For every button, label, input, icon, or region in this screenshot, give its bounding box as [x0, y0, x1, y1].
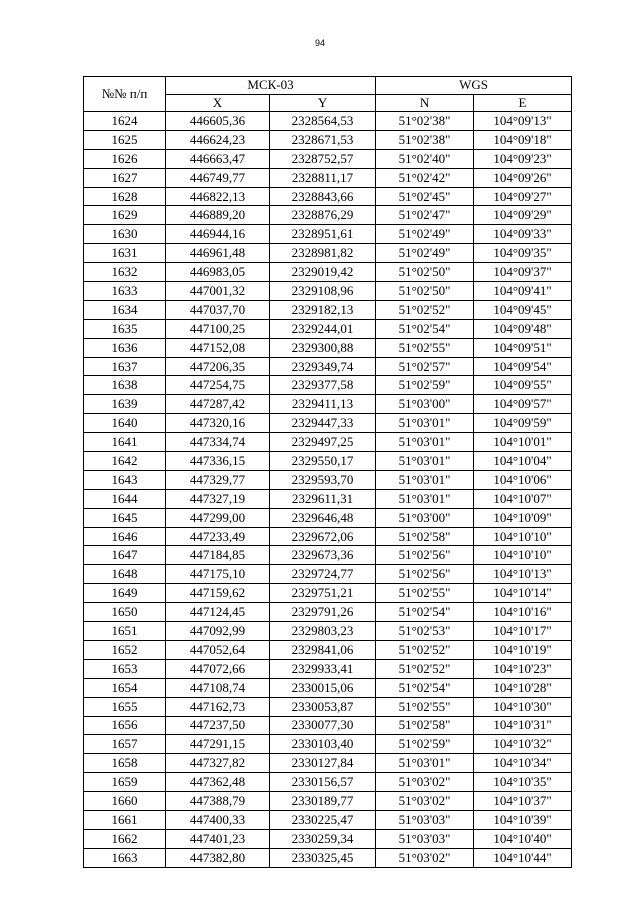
table-row	[84, 716, 572, 735]
cell-e: 104°10'31"	[474, 716, 572, 735]
cell-point-number: 1631	[84, 244, 166, 263]
table-row	[84, 414, 572, 433]
cell-n: 51°02'58"	[376, 527, 474, 546]
table-row	[84, 319, 572, 338]
cell-y: 2328811,17	[270, 168, 376, 187]
table-row	[84, 130, 572, 149]
cell-x: 446624,23	[166, 130, 270, 149]
cell-n: 51°03'01"	[376, 452, 474, 471]
cell-e: 104°09'23"	[474, 149, 572, 168]
cell-x: 446944,16	[166, 225, 270, 244]
cell-n: 51°03'01"	[376, 754, 474, 773]
cell-n: 51°02'53"	[376, 622, 474, 641]
cell-x: 446663,47	[166, 149, 270, 168]
cell-n: 51°02'52"	[376, 640, 474, 659]
cell-e: 104°10'06"	[474, 470, 572, 489]
cell-e: 104°10'17"	[474, 622, 572, 641]
cell-y: 2328981,82	[270, 244, 376, 263]
cell-x: 447291,15	[166, 735, 270, 754]
table-row	[84, 603, 572, 622]
cell-point-number: 1662	[84, 829, 166, 848]
table-row	[84, 225, 572, 244]
table-row	[84, 357, 572, 376]
cell-point-number: 1644	[84, 489, 166, 508]
cell-point-number: 1624	[84, 112, 166, 131]
cell-x: 447052,64	[166, 640, 270, 659]
table-row	[84, 244, 572, 263]
coordinates-table	[83, 76, 572, 868]
cell-x: 447382,80	[166, 848, 270, 867]
cell-x: 447299,00	[166, 508, 270, 527]
cell-e: 104°09'26"	[474, 168, 572, 187]
cell-e: 104°10'23"	[474, 659, 572, 678]
cell-point-number: 1626	[84, 149, 166, 168]
cell-e: 104°10'30"	[474, 697, 572, 716]
cell-x: 446961,48	[166, 244, 270, 263]
cell-point-number: 1659	[84, 773, 166, 792]
cell-n: 51°03'01"	[376, 414, 474, 433]
cell-y: 2330053,87	[270, 697, 376, 716]
cell-e: 104°09'29"	[474, 206, 572, 225]
table-row	[84, 622, 572, 641]
header-x: X	[166, 94, 270, 112]
cell-x: 446889,20	[166, 206, 270, 225]
cell-point-number: 1653	[84, 659, 166, 678]
cell-e: 104°10'35"	[474, 773, 572, 792]
cell-point-number: 1638	[84, 376, 166, 395]
cell-y: 2329724,77	[270, 565, 376, 584]
cell-y: 2329108,96	[270, 282, 376, 301]
cell-y: 2329019,42	[270, 263, 376, 282]
cell-point-number: 1641	[84, 433, 166, 452]
cell-y: 2329182,13	[270, 300, 376, 319]
table-row	[84, 395, 572, 414]
cell-point-number: 1640	[84, 414, 166, 433]
cell-e: 104°09'48"	[474, 319, 572, 338]
cell-e: 104°09'41"	[474, 282, 572, 301]
cell-point-number: 1663	[84, 848, 166, 867]
cell-n: 51°02'54"	[376, 603, 474, 622]
header-group-wgs: WGS	[376, 77, 572, 95]
cell-y: 2330189,77	[270, 792, 376, 811]
cell-x: 447320,16	[166, 414, 270, 433]
cell-point-number: 1629	[84, 206, 166, 225]
cell-e: 104°09'35"	[474, 244, 572, 263]
cell-x: 447287,42	[166, 395, 270, 414]
cell-e: 104°09'45"	[474, 300, 572, 319]
table-header	[84, 77, 572, 112]
cell-n: 51°02'47"	[376, 206, 474, 225]
cell-x: 447152,08	[166, 338, 270, 357]
cell-y: 2329411,13	[270, 395, 376, 414]
cell-point-number: 1646	[84, 527, 166, 546]
table-row	[84, 452, 572, 471]
cell-y: 2329377,58	[270, 376, 376, 395]
cell-point-number: 1628	[84, 187, 166, 206]
cell-n: 51°03'03"	[376, 810, 474, 829]
cell-y: 2329497,25	[270, 433, 376, 452]
cell-y: 2328671,53	[270, 130, 376, 149]
cell-y: 2330015,06	[270, 678, 376, 697]
cell-x: 447254,75	[166, 376, 270, 395]
cell-e: 104°09'54"	[474, 357, 572, 376]
cell-n: 51°03'03"	[376, 829, 474, 848]
cell-y: 2329593,70	[270, 470, 376, 489]
cell-point-number: 1655	[84, 697, 166, 716]
table-row	[84, 112, 572, 131]
cell-e: 104°09'59"	[474, 414, 572, 433]
header-n: N	[376, 94, 474, 112]
cell-y: 2329673,36	[270, 546, 376, 565]
cell-y: 2329841,06	[270, 640, 376, 659]
cell-e: 104°09'57"	[474, 395, 572, 414]
cell-e: 104°10'19"	[474, 640, 572, 659]
cell-n: 51°02'38"	[376, 112, 474, 131]
cell-point-number: 1643	[84, 470, 166, 489]
cell-point-number: 1635	[84, 319, 166, 338]
cell-e: 104°10'01"	[474, 433, 572, 452]
cell-x: 447206,35	[166, 357, 270, 376]
cell-n: 51°02'52"	[376, 300, 474, 319]
cell-point-number: 1632	[84, 263, 166, 282]
cell-point-number: 1636	[84, 338, 166, 357]
cell-e: 104°10'13"	[474, 565, 572, 584]
cell-y: 2328951,61	[270, 225, 376, 244]
cell-y: 2330127,84	[270, 754, 376, 773]
table-row	[84, 773, 572, 792]
header-point-number: №№ п/п	[84, 77, 166, 112]
table-row	[84, 848, 572, 867]
cell-e: 104°09'37"	[474, 263, 572, 282]
table-row	[84, 754, 572, 773]
cell-x: 447001,32	[166, 282, 270, 301]
cell-x: 447124,45	[166, 603, 270, 622]
cell-y: 2329751,21	[270, 584, 376, 603]
cell-e: 104°09'13"	[474, 112, 572, 131]
table-row	[84, 508, 572, 527]
cell-x: 447175,10	[166, 565, 270, 584]
cell-point-number: 1652	[84, 640, 166, 659]
cell-x: 447336,15	[166, 452, 270, 471]
cell-n: 51°03'01"	[376, 433, 474, 452]
cell-e: 104°10'28"	[474, 678, 572, 697]
table-row	[84, 584, 572, 603]
table-row	[84, 149, 572, 168]
cell-x: 446749,77	[166, 168, 270, 187]
cell-x: 447327,19	[166, 489, 270, 508]
cell-n: 51°02'55"	[376, 697, 474, 716]
cell-y: 2328876,29	[270, 206, 376, 225]
cell-point-number: 1634	[84, 300, 166, 319]
cell-x: 447092,99	[166, 622, 270, 641]
cell-n: 51°02'54"	[376, 678, 474, 697]
cell-n: 51°03'00"	[376, 508, 474, 527]
cell-x: 447327,82	[166, 754, 270, 773]
cell-x: 447162,73	[166, 697, 270, 716]
cell-e: 104°10'40"	[474, 829, 572, 848]
cell-e: 104°09'27"	[474, 187, 572, 206]
cell-n: 51°02'55"	[376, 338, 474, 357]
cell-n: 51°02'56"	[376, 546, 474, 565]
cell-point-number: 1658	[84, 754, 166, 773]
cell-n: 51°02'42"	[376, 168, 474, 187]
table-row	[84, 187, 572, 206]
cell-x: 447072,66	[166, 659, 270, 678]
table-body	[84, 112, 572, 868]
table-row	[84, 376, 572, 395]
cell-point-number: 1625	[84, 130, 166, 149]
cell-n: 51°03'00"	[376, 395, 474, 414]
cell-x: 447401,23	[166, 829, 270, 848]
cell-y: 2329447,33	[270, 414, 376, 433]
page-number: 94	[314, 38, 325, 48]
table-row	[84, 659, 572, 678]
cell-x: 447184,85	[166, 546, 270, 565]
cell-e: 104°10'37"	[474, 792, 572, 811]
cell-point-number: 1650	[84, 603, 166, 622]
cell-n: 51°02'49"	[376, 225, 474, 244]
header-row-groups	[84, 77, 572, 95]
cell-e: 104°10'32"	[474, 735, 572, 754]
header-group-msk: МСК-03	[166, 77, 376, 95]
cell-point-number: 1654	[84, 678, 166, 697]
cell-y: 2330225,47	[270, 810, 376, 829]
cell-x: 447159,62	[166, 584, 270, 603]
cell-point-number: 1642	[84, 452, 166, 471]
table-row	[84, 282, 572, 301]
cell-n: 51°02'59"	[376, 735, 474, 754]
cell-y: 2329672,06	[270, 527, 376, 546]
table-row	[84, 263, 572, 282]
cell-x: 447329,77	[166, 470, 270, 489]
table-row	[84, 527, 572, 546]
cell-x: 447100,25	[166, 319, 270, 338]
cell-x: 447233,49	[166, 527, 270, 546]
cell-x: 447400,33	[166, 810, 270, 829]
cell-n: 51°03'02"	[376, 848, 474, 867]
cell-point-number: 1627	[84, 168, 166, 187]
cell-n: 51°02'52"	[376, 659, 474, 678]
cell-point-number: 1648	[84, 565, 166, 584]
table-row	[84, 678, 572, 697]
cell-n: 51°02'54"	[376, 319, 474, 338]
cell-x: 446605,36	[166, 112, 270, 131]
cell-y: 2330259,34	[270, 829, 376, 848]
cell-n: 51°02'40"	[376, 149, 474, 168]
table-row	[84, 300, 572, 319]
cell-y: 2328752,57	[270, 149, 376, 168]
cell-y: 2329244,01	[270, 319, 376, 338]
table-row	[84, 168, 572, 187]
cell-n: 51°03'02"	[376, 792, 474, 811]
cell-n: 51°02'56"	[376, 565, 474, 584]
cell-x: 447362,48	[166, 773, 270, 792]
cell-e: 104°10'04"	[474, 452, 572, 471]
table-row	[84, 433, 572, 452]
cell-n: 51°03'02"	[376, 773, 474, 792]
cell-n: 51°03'01"	[376, 489, 474, 508]
cell-point-number: 1639	[84, 395, 166, 414]
cell-n: 51°02'49"	[376, 244, 474, 263]
cell-x: 446822,13	[166, 187, 270, 206]
cell-x: 447037,70	[166, 300, 270, 319]
cell-point-number: 1657	[84, 735, 166, 754]
cell-e: 104°09'51"	[474, 338, 572, 357]
cell-e: 104°10'44"	[474, 848, 572, 867]
cell-y: 2329550,17	[270, 452, 376, 471]
cell-point-number: 1633	[84, 282, 166, 301]
table-row	[84, 792, 572, 811]
cell-e: 104°10'07"	[474, 489, 572, 508]
cell-n: 51°02'57"	[376, 357, 474, 376]
table-row	[84, 565, 572, 584]
cell-n: 51°02'55"	[376, 584, 474, 603]
table-row	[84, 735, 572, 754]
cell-point-number: 1637	[84, 357, 166, 376]
table-row	[84, 489, 572, 508]
table-row	[84, 640, 572, 659]
cell-point-number: 1656	[84, 716, 166, 735]
cell-point-number: 1630	[84, 225, 166, 244]
cell-y: 2329349,74	[270, 357, 376, 376]
table-row	[84, 470, 572, 489]
table-row	[84, 829, 572, 848]
table-row	[84, 338, 572, 357]
cell-x: 447108,74	[166, 678, 270, 697]
cell-point-number: 1661	[84, 810, 166, 829]
cell-point-number: 1651	[84, 622, 166, 641]
cell-e: 104°10'34"	[474, 754, 572, 773]
cell-e: 104°09'18"	[474, 130, 572, 149]
cell-n: 51°03'01"	[376, 470, 474, 489]
cell-point-number: 1645	[84, 508, 166, 527]
cell-point-number: 1649	[84, 584, 166, 603]
cell-y: 2330156,57	[270, 773, 376, 792]
cell-y: 2329646,48	[270, 508, 376, 527]
table-row	[84, 810, 572, 829]
cell-n: 51°02'45"	[376, 187, 474, 206]
cell-n: 51°02'59"	[376, 376, 474, 395]
table-row	[84, 546, 572, 565]
cell-y: 2328564,53	[270, 112, 376, 131]
cell-x: 446983,05	[166, 263, 270, 282]
header-y: Y	[270, 94, 376, 112]
cell-n: 51°02'58"	[376, 716, 474, 735]
cell-n: 51°02'50"	[376, 282, 474, 301]
cell-e: 104°10'14"	[474, 584, 572, 603]
cell-y: 2330325,45	[270, 848, 376, 867]
cell-y: 2328843,66	[270, 187, 376, 206]
cell-y: 2329611,31	[270, 489, 376, 508]
cell-y: 2330077,30	[270, 716, 376, 735]
cell-e: 104°10'10"	[474, 546, 572, 565]
cell-n: 51°02'38"	[376, 130, 474, 149]
header-e: E	[474, 94, 572, 112]
cell-e: 104°10'39"	[474, 810, 572, 829]
cell-x: 447388,79	[166, 792, 270, 811]
table-row	[84, 206, 572, 225]
cell-e: 104°10'16"	[474, 603, 572, 622]
cell-y: 2329300,88	[270, 338, 376, 357]
cell-x: 447334,74	[166, 433, 270, 452]
cell-e: 104°10'10"	[474, 527, 572, 546]
cell-y: 2329803,23	[270, 622, 376, 641]
cell-y: 2329933,41	[270, 659, 376, 678]
cell-y: 2330103,40	[270, 735, 376, 754]
cell-y: 2329791,26	[270, 603, 376, 622]
table-row	[84, 697, 572, 716]
cell-e: 104°10'09"	[474, 508, 572, 527]
cell-point-number: 1647	[84, 546, 166, 565]
cell-e: 104°09'33"	[474, 225, 572, 244]
cell-n: 51°02'50"	[376, 263, 474, 282]
cell-point-number: 1660	[84, 792, 166, 811]
cell-x: 447237,50	[166, 716, 270, 735]
cell-e: 104°09'55"	[474, 376, 572, 395]
